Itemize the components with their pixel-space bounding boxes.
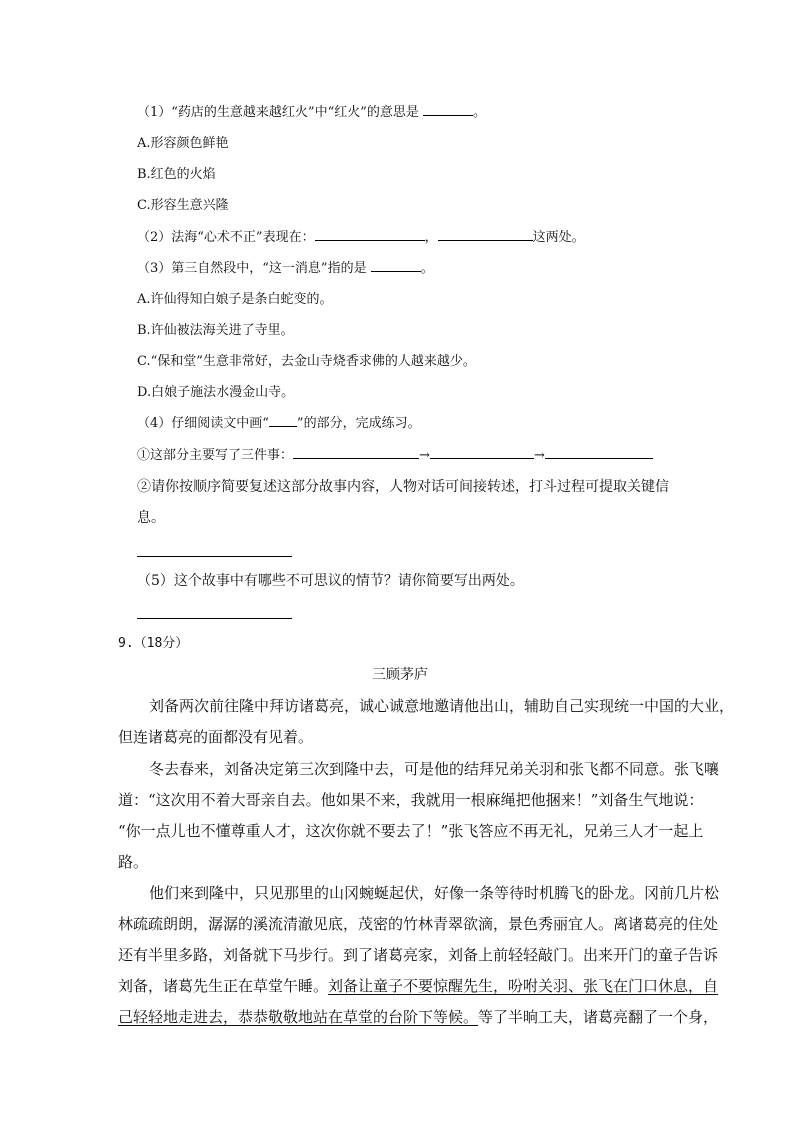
q8-sub2-tail: 这两处。: [532, 230, 585, 245]
q9-number: 9.（18分）: [118, 636, 189, 651]
q9-title: 三顾茅庐: [372, 667, 428, 683]
q8-sub3-option-a[interactable]: A.许仙得知白娘子是条白蛇变的。: [137, 292, 333, 307]
q9-para1-line2: 但连诸葛亮的面都没有见着。: [118, 728, 314, 746]
q9-para1-line1: 刘备两次前往隆中拜访诸葛亮，诚心诚意地邀请他出山，辅助自己实现统一中国的大业，: [149, 697, 735, 715]
q8-sub3-option-c[interactable]: C.“保和堂”生意非常好，去金山寺烧香求佛的人越来越少。: [137, 354, 476, 369]
q8-sub1-option-a[interactable]: A.形容颜色鲜艳: [137, 136, 229, 151]
q8-sub4-stem-line: [137, 417, 421, 430]
q8-sub1-answer-blank[interactable]: [423, 114, 473, 116]
q9-para3-line2: 林疏疏朗朗，潺潺的溪流清澈见底，茂密的竹林青翠欲滴，景色秀丽宜人。离诸葛亮的住处: [118, 915, 719, 933]
q8-sub2-answer-blank-1[interactable]: [315, 239, 425, 241]
q9-para3-line1: 他们来到隆中，只见那里的山冈蜿蜒起伏，好像一条等待时机腾飞的卧龙。冈前几片松: [149, 884, 720, 902]
q9-underlined-passage-part1: 刘备让童子不要惊醒先生，吩咐关羽、张飞在门口休息，自: [328, 977, 719, 995]
q9-para3-line4-plain: 刘备，诸葛先生正在草堂午睡。: [118, 977, 329, 995]
q8-sub5-stem: （5）这个故事中有哪些不可思议的情节？请你简要写出两处。: [137, 573, 524, 589]
q8-sub1-option-b[interactable]: B.红色的火焰: [137, 167, 216, 182]
q8-sub1-end: 。: [473, 105, 487, 120]
q8-sub1-option-c[interactable]: C.形容生意兴隆: [137, 198, 229, 213]
q8-sub4-event-blank-1[interactable]: [293, 457, 419, 459]
q9-para2-line1: 冬去春来，刘备决定第三次到隆中去，可是他的结拜兄弟关羽和张飞都不同意。张飞嚷: [149, 760, 720, 778]
q9-para2-line2: 道：“这次用不着大哥亲自去。他如果不来，我就用一根麻绳把他捆来！”刘备生气地说：: [118, 791, 704, 809]
q8-sub4-event-blank-2[interactable]: [430, 457, 534, 459]
q8-sub4-item2-line1: ②请你按顺序简要复述这部分故事内容，人物对话可间接转述，打斗过程可提取关键信: [137, 479, 669, 495]
q8-sub3-option-d[interactable]: D.白娘子施法水漫金山寺。: [137, 385, 295, 400]
q8-sub1-stem: （1）“药店的生意越来越红火”中“红火”的意思是: [137, 105, 423, 120]
q8-sub4-stem-b: ”的部分，完成练习。: [296, 416, 421, 431]
q8-sub5-answer-line[interactable]: [137, 618, 292, 619]
q9-para2-line4: 路。: [118, 853, 149, 871]
q8-sub4-item1-line: [137, 449, 653, 462]
q9-para3-line5-tail: 等了半晌工夫，诸葛亮翻了一个身，: [478, 1008, 719, 1026]
q8-sub3-option-b[interactable]: B.许仙被法海关进了寺里。: [137, 323, 294, 338]
q8-sub2-line: [137, 231, 585, 244]
q9-para3-line4: [118, 979, 718, 994]
q8-sub4-stem-a: （4）仔细阅读文中画“: [137, 416, 269, 431]
q8-sub4-event-blank-3[interactable]: [545, 457, 653, 459]
q9-para2-line3: “你一点儿也不懂尊重人才，这次你就不要去了！”张飞答应不再无礼，兄弟三人才一起上: [118, 822, 704, 840]
q8-sub4-arrow-1: →: [419, 448, 430, 463]
q9-para3-line3: 还有半里多路，刘备就下马步行。到了诸葛亮家，刘备上前轻轻敲门。出来开门的童子告诉: [118, 946, 719, 964]
q8-sub4-arrow-2: →: [533, 448, 545, 463]
q8-sub3-line: [137, 262, 434, 275]
q8-sub2-stem: （2）法海“心术不正”表现在：: [137, 230, 315, 245]
q8-sub3-stem: （3）第三自然段中，“这一消息”指的是: [137, 261, 371, 276]
q8-sub4-answer-line[interactable]: [137, 556, 292, 557]
q8-sub4-item2-line2: 息。: [137, 510, 165, 526]
q8-sub2-comma: ，: [424, 230, 438, 245]
q8-sub2-answer-blank-2[interactable]: [438, 239, 533, 241]
q8-sub4-item1: ①这部分主要写了三件事：: [137, 448, 294, 463]
q8-sub3-answer-blank[interactable]: [371, 270, 421, 272]
q8-sub1-stem-line: [137, 106, 486, 119]
q9-para3-line5: [118, 1010, 718, 1025]
q8-sub3-end: 。: [420, 261, 434, 276]
q8-sub4-marker-sample: [269, 425, 297, 427]
q9-underlined-passage-part2: 己轻轻地走进去，恭恭敬敬地站在草堂的台阶下等候。: [118, 1008, 479, 1026]
